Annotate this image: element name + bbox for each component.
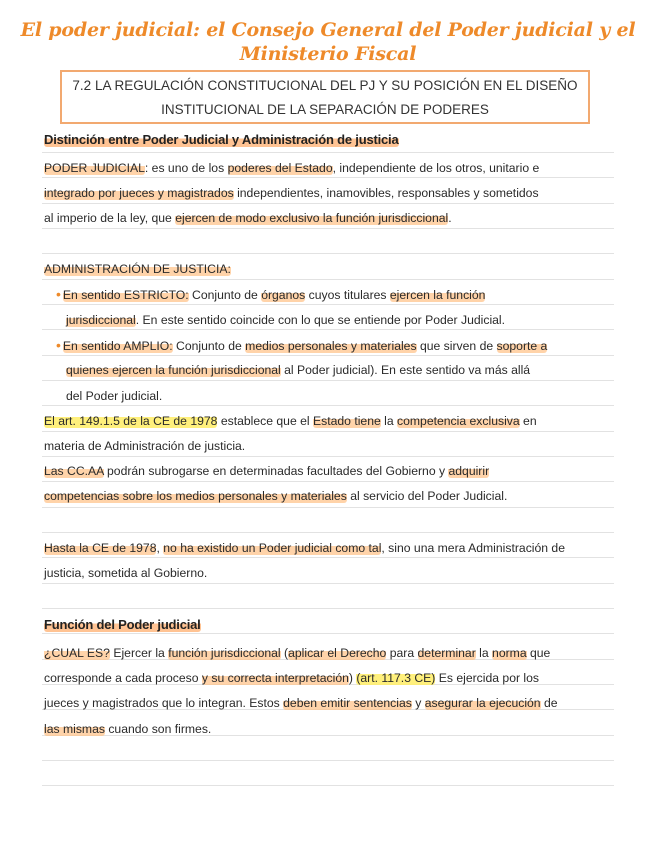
func-text: la (475, 646, 493, 660)
hist-line-1 (44, 539, 624, 557)
ccaa-line-1 (44, 462, 624, 480)
func-text: que (526, 646, 551, 660)
aj-highlight: ejercen la función (389, 288, 486, 302)
pj-text: , independiente de los otros, unitario e (332, 161, 540, 175)
func-highlight: y su correcta interpretación (201, 671, 349, 685)
func-highlight: (art. 117.3 CE) (356, 671, 436, 685)
hist-text: , sino una mera Administración de (381, 541, 565, 555)
hist-text: justicia, sometida al Gobierno. (44, 566, 208, 580)
pj-text: : es uno de los (144, 161, 228, 175)
art-highlight: Estado tiene (313, 414, 381, 428)
func-highlight: aplicar el Derecho (288, 646, 387, 660)
aj-text: . En este sentido coincide con lo que se entiende por Poder Judicial. (135, 313, 506, 327)
func-text: y (411, 696, 425, 710)
aj-text: Conjunto de (172, 339, 246, 353)
aj-text: del Poder judicial. (66, 389, 163, 403)
ccaa-highlight: adquirir (448, 464, 490, 478)
pj-text: al imperio de la ley, que (44, 211, 176, 225)
func-highlight: asegurar la ejecución (424, 696, 541, 710)
func-highlight: función jurisdiccional (168, 646, 281, 660)
func-highlight: las mismas (44, 722, 105, 736)
hist-line-2 (44, 564, 624, 582)
bullet-dot-icon: • (56, 286, 61, 302)
pj-highlight: integrado por jueces y magistrados (44, 186, 234, 200)
pj-text: independientes, inamovibles, responsables y sometidos (233, 186, 539, 200)
func-text: Ejercer la (109, 646, 169, 660)
func-highlight: norma (492, 646, 527, 660)
aj-term: ADMINISTRACIÓN DE JUSTICIA: (44, 262, 231, 276)
art-text: la (380, 414, 398, 428)
pj-line-3 (44, 209, 624, 227)
bullet-dot-icon: • (56, 337, 61, 353)
heading-distincion (44, 131, 624, 149)
aj-text: cuyos titulares (305, 288, 390, 302)
aj-highlight: jurisdiccional (66, 313, 136, 327)
pj-highlight: ejercen de modo exclusivo la función jurisdiccional (175, 211, 449, 225)
func-text: para (386, 646, 418, 660)
aj-bullet-1-cont (66, 311, 646, 329)
aj-highlight: órganos (261, 288, 306, 302)
pj-term: PODER JUDICIAL (44, 161, 145, 175)
title-line-1: El poder judicial: el Consejo General del Poder judicial y el (20, 19, 636, 41)
aj-highlight: medios personales y materiales (245, 339, 417, 353)
func-line-4 (44, 720, 624, 738)
art-line-2 (44, 437, 624, 455)
heading-text: Distinción entre Poder Judicial y Administración de justicia (44, 132, 399, 147)
pj-line-2 (44, 184, 624, 202)
box-line-2: INSTITUCIONAL DE LA SEPARACIÓN DE PODERES (161, 102, 489, 117)
heading-text: Función del Poder judicial (44, 617, 201, 632)
art-highlight: El art. 149.1.5 de la CE de 1978 (44, 414, 218, 428)
aj-highlight: quienes ejercen la función jurisdiccional (66, 363, 281, 377)
title-line-2: Ministerio Fiscal (239, 43, 417, 65)
box-line-1: 7.2 LA REGULACIÓN CONSTITUCIONAL DEL PJ Y SU POSICIÓN EN EL DISEÑO (72, 78, 578, 93)
ccaa-highlight: Las CC.AA (44, 464, 104, 478)
pj-text: . (448, 211, 452, 225)
aj-bullet-2-cont (66, 361, 646, 379)
func-line-1 (44, 644, 624, 662)
hist-highlight: no ha existido un Poder judicial como tal (163, 541, 382, 555)
pj-highlight: poderes del Estado (227, 161, 333, 175)
aj-text: que sirven de (416, 339, 497, 353)
func-text: Es ejercida por los (435, 671, 540, 685)
func-text: ) (348, 671, 357, 685)
ccaa-highlight: competencias sobre los medios personales y materiales (44, 489, 347, 503)
art-text: en (519, 414, 537, 428)
func-text: ( (280, 646, 289, 660)
func-highlight: deben emitir sentencias (283, 696, 412, 710)
aj-text: Conjunto de (188, 288, 262, 302)
page-title (20, 18, 636, 66)
art-highlight: competencia exclusiva (397, 414, 520, 428)
art-line-1 (44, 412, 624, 430)
ccaa-line-2 (44, 487, 624, 505)
aj-heading (44, 260, 624, 278)
aj-bullet-2-cont-2 (66, 387, 646, 405)
art-text: materia de Administración de justicia. (44, 439, 246, 453)
aj-highlight: soporte a (496, 339, 548, 353)
pj-line-1 (44, 159, 624, 177)
art-text: establece que el (217, 414, 313, 428)
func-line-2 (44, 669, 624, 687)
func-text: cuando son firmes. (104, 722, 212, 736)
func-text: de (540, 696, 558, 710)
ccaa-text: podrán subrogarse en determinadas facultades del Gobierno y (103, 464, 449, 478)
aj-highlight: En sentido AMPLIO: (62, 339, 173, 353)
aj-highlight: En sentido ESTRICTO: (62, 288, 189, 302)
aj-bullet-2 (56, 336, 636, 355)
aj-bullet-1 (56, 285, 636, 304)
hist-highlight: Hasta la CE de 1978 (44, 541, 157, 555)
hist-text: , (156, 541, 164, 555)
ccaa-text: al servicio del Poder Judicial. (346, 489, 508, 503)
func-highlight: ¿CUAL ES? (44, 646, 110, 660)
func-highlight: determinar (417, 646, 476, 660)
aj-text: al Poder judicial). En este sentido va más allá (280, 363, 531, 377)
func-text: jueces y magistrados que lo integran. Estos (44, 696, 284, 710)
func-text: corresponde a cada proceso (44, 671, 202, 685)
section-box (60, 70, 590, 124)
heading-funcion (44, 616, 624, 634)
func-line-3 (44, 694, 624, 712)
